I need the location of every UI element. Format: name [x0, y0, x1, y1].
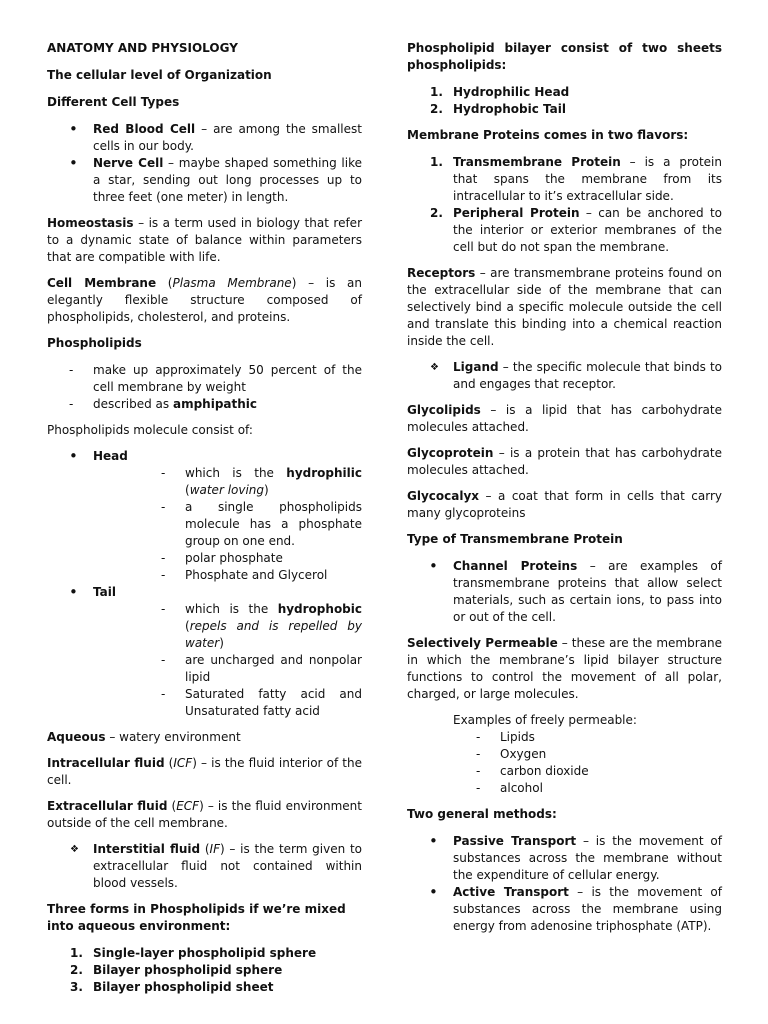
list-item: Bilayer phospholipid sphere: [93, 963, 283, 977]
term: Nerve Cell: [93, 156, 164, 170]
definition: – are examples of transmembrane proteins that allow select materials, such as certain ions, to pass into or out of the cell.: [453, 559, 722, 624]
right-column: [407, 40, 722, 944]
text: ): [264, 483, 269, 497]
text: (: [185, 619, 190, 633]
channel-proteins-list: [407, 558, 722, 626]
term: Glycolipids: [407, 403, 481, 417]
italic-text: ECF: [176, 799, 200, 813]
term: Glycocalyx: [407, 489, 480, 503]
term: Peripheral Protein: [453, 206, 580, 220]
left-column: [47, 40, 362, 1005]
list-item-tail: [47, 584, 362, 720]
permeable-examples: [453, 712, 722, 797]
italic-text: repels and is repelled by water: [185, 619, 362, 650]
list-item: [47, 155, 362, 206]
bold-text: hydrophobic: [277, 602, 362, 616]
interstitial-list: [47, 841, 362, 892]
text: which is the: [185, 466, 287, 480]
definition: ) – is the fluid interior of the cell.: [47, 756, 362, 787]
definition: ) – is the term given to extracellular fluid not contained within blood vessels.: [93, 842, 363, 890]
list-item: - polar phosphate: [139, 550, 362, 567]
list-item: - carbon dioxide: [453, 763, 722, 780]
tail-sublist: [93, 601, 362, 720]
text: (: [200, 842, 210, 856]
membrane-proteins-list: [407, 154, 722, 256]
icf-paragraph: [47, 755, 362, 789]
text: ): [219, 636, 224, 650]
term: Aqueous: [47, 730, 106, 744]
list-item-head: [47, 448, 362, 584]
term: Extracellular fluid: [47, 799, 168, 813]
list-item: - alcohol: [453, 780, 722, 797]
term: Ligand: [453, 360, 499, 374]
term: Cell Membrane: [47, 276, 157, 290]
list-item: - Saturated fatty acid and Unsaturated fatty acid: [139, 686, 362, 720]
ligand-list: [407, 359, 722, 393]
examples-intro: Examples of freely permeable:: [453, 713, 637, 727]
list-item: [407, 205, 722, 256]
definition: – can be anchored to the interior or exterior membranes of the cell but do not span the membrane.: [453, 206, 723, 254]
list-item: Single-layer phospholipid sphere: [93, 946, 317, 960]
forms-list: [47, 945, 362, 996]
list-item: - Lipids: [453, 729, 722, 746]
head-sublist: [93, 465, 362, 584]
head-label: Head: [93, 449, 128, 463]
document-title: ANATOMY AND PHYSIOLOGY: [47, 41, 238, 55]
cell-types-list: [47, 121, 362, 206]
list-item: [407, 359, 722, 393]
selectively-permeable-paragraph: [407, 635, 722, 703]
aqueous-paragraph: [47, 729, 362, 746]
italic-text: Plasma Membrane: [172, 276, 292, 290]
cell-membrane-paragraph: [47, 275, 362, 326]
list-item: Hydrophobic Tail: [453, 102, 566, 116]
italic-text: ICF: [173, 756, 193, 770]
term: Receptors: [407, 266, 476, 280]
glycocalyx-paragraph: [407, 488, 722, 522]
definition: – maybe shaped something like a star, sending out long processes up to three feet (one meter) in length.: [93, 156, 362, 204]
definition: – is a protein that has carbohydrate molecules attached.: [407, 446, 722, 477]
cell-types-heading: Different Cell Types: [47, 95, 180, 109]
text: (: [164, 756, 174, 770]
term: Homeostasis: [47, 216, 134, 230]
term: Red Blood Cell: [93, 122, 196, 136]
text: (: [156, 276, 173, 290]
list-item: [47, 396, 362, 413]
list-item: [407, 154, 722, 205]
definition: – are transmembrane proteins found on the extracellular side of the membrane that can selectively bind a specific molecule outside the cell and translate this binding into a chemical reaction inside the cell.: [407, 266, 722, 348]
list-item: Hydrophilic Head: [453, 85, 570, 99]
membrane-proteins-heading: Membrane Proteins comes in two flavors:: [407, 128, 689, 142]
definition: – is a protein that spans the membrane from its intracellular to it’s extracellular side.: [453, 155, 722, 203]
glycolipids-paragraph: [407, 402, 722, 436]
list-item: Bilayer phospholipid sheet: [93, 980, 274, 994]
list-item: - make up approximately 50 percent of the cell membrane by weight: [47, 362, 362, 396]
definition: – is the movement of substances across the membrane using energy from adenosine triphosphate (ATP).: [453, 885, 722, 933]
bilayer-list: [407, 84, 722, 118]
phospholipids-list: [47, 362, 362, 413]
ecf-paragraph: [47, 798, 362, 832]
document-subtitle: The cellular level of Organization: [47, 68, 272, 82]
bold-text: amphipathic: [172, 397, 258, 411]
methods-list: [407, 833, 722, 935]
homeostasis-paragraph: [47, 215, 362, 266]
text: (: [167, 799, 177, 813]
forms-heading: Three forms in Phospholipids if we’re mixed into aqueous environment:: [47, 902, 346, 933]
methods-heading: Two general methods:: [407, 807, 557, 821]
italic-text: water loving: [189, 483, 265, 497]
definition: ) – is the fluid environment outside of the cell membrane.: [47, 799, 362, 830]
phospholipids-heading: Phospholipids: [47, 336, 142, 350]
italic-text: IF: [209, 842, 220, 856]
definition: – is the movement of substances across the membrane without the expenditure of cellular energy.: [453, 834, 722, 882]
transmembrane-type-heading: Type of Transmembrane Protein: [407, 532, 623, 546]
term: Active Transport: [453, 885, 569, 899]
definition: – is a term used in biology that refer to a dynamic state of balance within parameters that are compatible with life.: [47, 216, 362, 264]
text: (: [185, 483, 190, 497]
molecule-parts-list: [47, 448, 362, 720]
term: Interstitial fluid: [93, 842, 201, 856]
term: Channel Proteins: [453, 559, 578, 573]
term: Intracellular fluid: [47, 756, 165, 770]
term: Transmembrane Protein: [453, 155, 621, 169]
list-item: [139, 465, 362, 499]
examples-list: [453, 729, 722, 797]
list-item: - a single phospholipids molecule has a phosphate group on one end.: [139, 499, 362, 550]
term: Passive Transport: [453, 834, 577, 848]
list-item: - Phosphate and Glycerol: [139, 567, 362, 584]
definition: – the specific molecule that binds to and engages that receptor.: [453, 360, 722, 391]
definition: ) – is an elegantly flexible structure composed of phospholipids, cholesterol, and proteins.: [47, 276, 362, 324]
tail-label: Tail: [93, 585, 116, 599]
list-item: [47, 121, 362, 155]
list-item: - Oxygen: [453, 746, 722, 763]
list-item: [407, 884, 722, 935]
bilayer-heading: Phospholipid bilayer consist of two sheets phospholipids:: [407, 41, 722, 72]
list-item: [47, 841, 362, 892]
receptors-paragraph: [407, 265, 722, 350]
list-item: - are uncharged and nonpolar lipid: [139, 652, 362, 686]
definition: – is a lipid that has carbohydrate molecules attached.: [407, 403, 722, 434]
definition: – a coat that form in cells that carry many glycoproteins: [407, 489, 722, 520]
list-item: [407, 833, 722, 884]
glycoprotein-paragraph: [407, 445, 722, 479]
list-item: [139, 601, 362, 652]
bold-text: hydrophilic: [286, 466, 362, 480]
molecule-intro: Phospholipids molecule consist of:: [47, 423, 253, 437]
definition: – are among the smallest cells in our body.: [93, 122, 362, 153]
definition: – these are the membrane in which the membrane’s lipid bilayer structure functions to control the movement of all polar, charged, or large molecules.: [407, 636, 722, 701]
text: described as: [93, 397, 173, 411]
term: Glycoprotein: [407, 446, 494, 460]
term: Selectively Permeable: [407, 636, 558, 650]
definition: – watery environment: [105, 730, 241, 744]
list-item: [407, 558, 722, 626]
text: which is the: [185, 602, 278, 616]
